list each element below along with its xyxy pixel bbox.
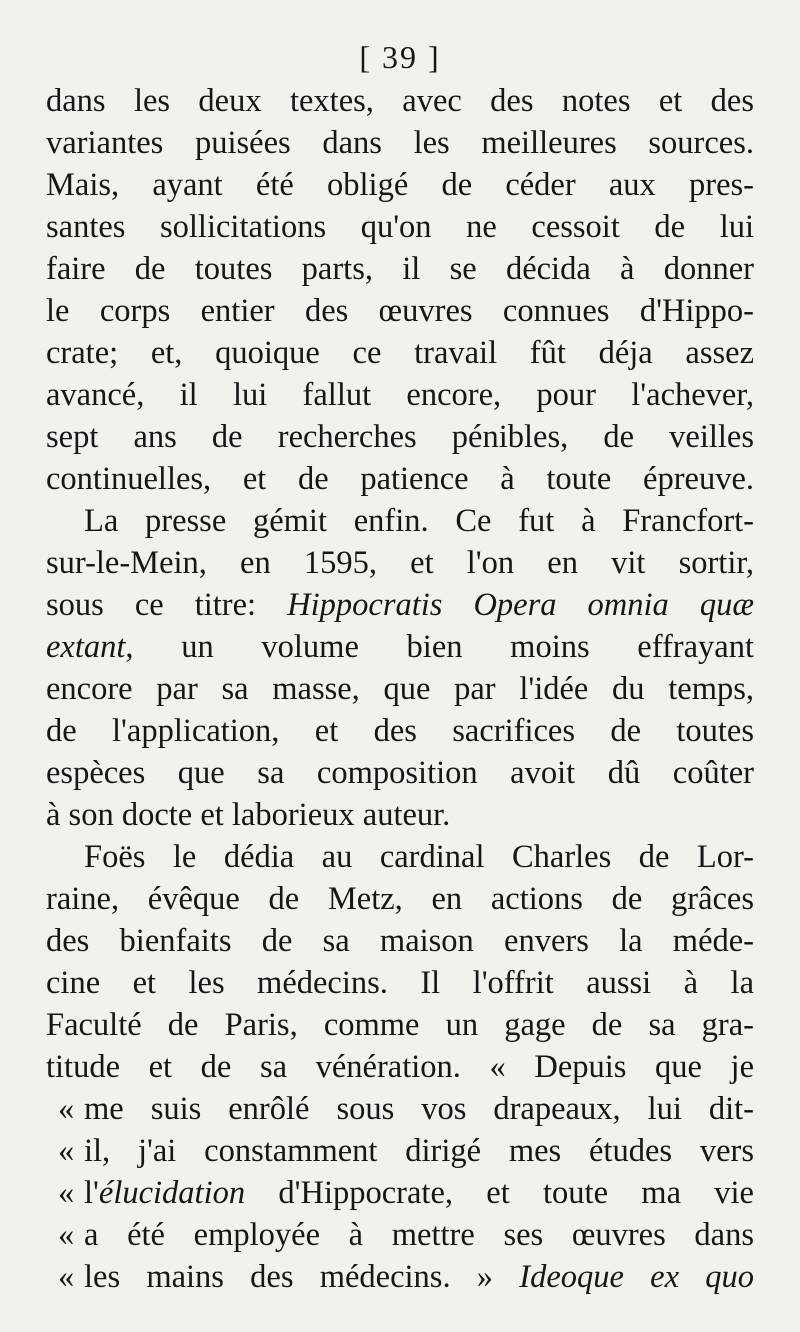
guillemet: « <box>58 1091 75 1127</box>
text-line: des bienfaits de sa maison envers la méde- <box>46 923 754 959</box>
quotation-block <box>46 1088 754 1298</box>
text-line: santes sollicitations qu'on ne cessoit de lui <box>46 209 754 245</box>
text-line: sur-le-Mein, en 1595, et l'on en vit sortir, <box>46 545 754 581</box>
text-run: , un volume bien moins effrayant <box>125 629 754 665</box>
text-line: le corps entier des œuvres connues d'Hippo- <box>46 293 754 329</box>
guillemet: « <box>58 1175 75 1211</box>
guillemet: « <box>58 1259 75 1295</box>
text-line: de l'application, et des sacrifices de toutes <box>46 713 754 749</box>
paragraph-2 <box>46 500 754 836</box>
text-line: Faculté de Paris, comme un gage de sa gra- <box>46 1007 754 1043</box>
text-line: La presse gémit enfin. Ce fut à Francfort- <box>84 503 754 539</box>
text-line: titude et de sa vénération. « Depuis que je <box>46 1049 754 1085</box>
page-number: [ 39 ] <box>359 39 441 75</box>
text-line: espèces que sa composition avoit dû coûter <box>46 755 754 791</box>
text-run: il, j'ai constamment dirigé mes études vers <box>84 1133 754 1169</box>
text-line: encore par sa masse, que par l'idée du temps, <box>46 671 754 707</box>
text-line: continuelles, et de patience à toute épreuve. <box>46 461 754 497</box>
text-line: crate; et, quoique ce travail fût déja assez <box>46 335 754 371</box>
text-line: Foës le dédia au cardinal Charles de Lor- <box>84 839 754 875</box>
text-line <box>46 584 754 626</box>
text-line: variantes puisées dans les meilleures sources. <box>46 125 754 161</box>
paragraph-1 <box>46 80 754 500</box>
quote-line <box>46 1088 754 1130</box>
text-line: dans les deux textes, avec des notes et des <box>46 83 754 119</box>
text-line: avancé, il lui fallut encore, pour l'achever, <box>46 377 754 413</box>
quote-line <box>46 1256 754 1298</box>
italic-word: élucidation <box>98 1175 246 1211</box>
paragraph-3 <box>46 836 754 1088</box>
quote-line <box>46 1172 754 1214</box>
text-run: l' <box>84 1175 99 1211</box>
guillemet: « <box>58 1133 75 1169</box>
italic-title: Hippocratis Opera omnia quæ <box>287 587 755 623</box>
italic-title: extant <box>46 629 126 665</box>
text-line: faire de toutes parts, il se décida à donner <box>46 251 754 287</box>
text-line: sept ans de recherches pénibles, de veilles <box>46 419 754 455</box>
text-line: cine et les médecins. Il l'offrit aussi à la <box>46 965 754 1001</box>
text-run: a été employée à mettre ses œuvres dans <box>84 1217 754 1253</box>
text-run: les mains des médecins. » <box>84 1259 520 1295</box>
text-run: me suis enrôlé sous vos drapeaux, lui dit- <box>84 1091 754 1127</box>
text-line: à son docte et laborieux auteur. <box>46 797 451 833</box>
quote-line <box>46 1130 754 1172</box>
quote-line <box>46 1214 754 1256</box>
text-line: raine, évêque de Metz, en actions de grâces <box>46 881 754 917</box>
text-line <box>46 626 754 668</box>
text-run: sous ce titre: <box>46 587 288 623</box>
text-line: Mais, ayant été obligé de céder aux pres- <box>46 167 754 203</box>
guillemet: « <box>58 1217 75 1253</box>
italic-phrase: Ideoque ex quo <box>519 1259 754 1295</box>
text-run: d'Hippocrate, et toute ma vie <box>245 1175 754 1211</box>
